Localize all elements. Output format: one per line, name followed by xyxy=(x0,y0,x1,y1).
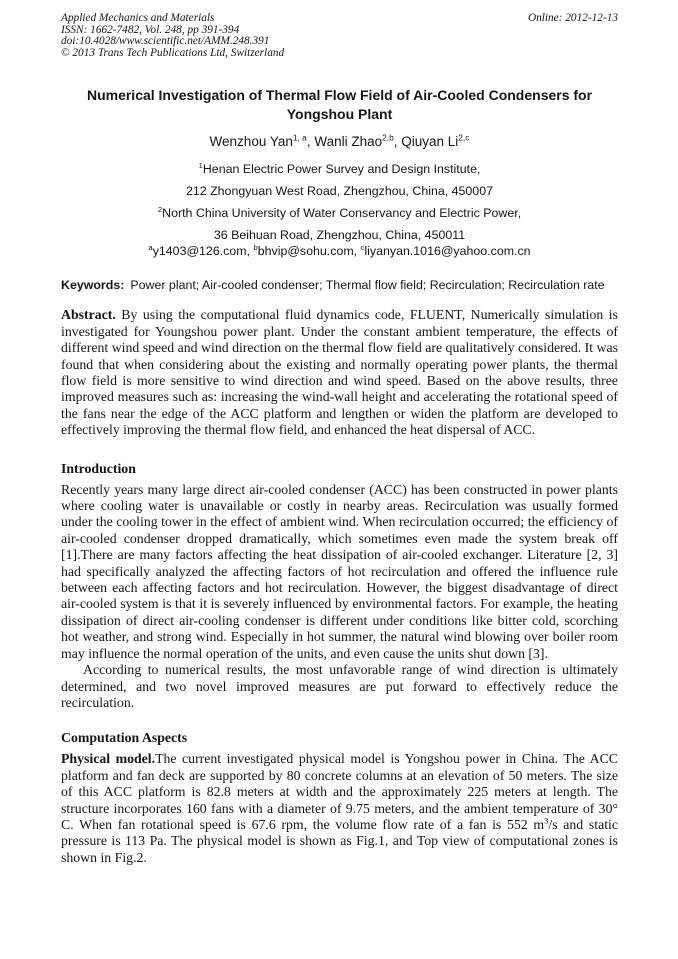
section-heading-introduction: Introduction xyxy=(61,460,136,476)
journal-header xyxy=(61,13,618,59)
affiliation-1: $^1$Henan Electric Power Survey and Design Institute, xyxy=(198,161,481,177)
keywords-text: Power plant; Air-cooled condenser; Thermal flow field; Recirculation; Recirculation rate xyxy=(130,278,605,293)
abstract-label: Abstract. xyxy=(61,307,116,323)
paper-title: Numerical Investigation of Thermal Flow Field of Air-Cooled Condensers for Yongshou Plant xyxy=(86,87,593,123)
authors-line: Wenzhou Yan$^{1, a}$, Wanli Zhao$^{2,b}$, Qiuyan Li$^{2,c}$ xyxy=(209,132,470,150)
affiliations-block xyxy=(61,161,618,259)
section-heading-computation-aspects: Computation Aspects xyxy=(61,730,188,746)
affiliation-2: $^2$North China University of Water Conservancy and Electric Power, xyxy=(157,205,522,221)
affiliation-2-address: 36 Beihuan Road, Zhengzhou, China, 450011 xyxy=(213,228,466,243)
introduction-paragraph-2: According to numerical results, the most unfavorable range of wind direction is ultimately determined, and two novel improved measures are put forward to effectively reduce the recirculation. xyxy=(61,662,618,710)
journal-name: Applied Mechanics and Materials xyxy=(61,12,215,24)
keywords-label: Keywords: xyxy=(61,278,125,293)
physical-model-text: The current investigated physical model is Yongshou power in China. The ACC platform and fan deck are supported by 80 concrete columns at an elevation of 50 meters. The size of this ACC platform is 82.8 meters at width and the approximately 225 meters at length. The structure incorporates 160 fans with a diameter of 9.75 meters, and the ambient temperature of 30° C. When fan rotational speed is 67.6 rpm, the volume flow rate of a fan is 552 $m^3/s$ and static pressure is 113 Pa. The physical model is shown as Fig.1, and Top view of computational zones is shown in Fig.2. xyxy=(61,751,618,865)
introduction-paragraph-1: Recently years many large direct air-cooled condenser (ACC) has been constructed in power plants where cooling water is unavailable or costly in nearby areas. Recirculation was usually formed under the cooling tower in the effect of ambient wind. When recirculation occurred; the efficiency of air-cooled condenser dropped dramatically, which sometimes even made the system break off [1].There are many factors affecting the heat dissipation of air-cooled exchanger. Literature [2, 3] had specifically analyzed the affecting factors of hot recirculation and offered the influence rule between each affecting factors and hot recirculation. However, the biggest disadvantage of direct air-cooled system is that it is severely influenced by environmental factors. For example, the heating dissipation of direct air-cooling condenser is different under conditions like bitter cold, scorching hot weather, and strong wind. Especially in hot summer, the natural wind blowing over boiler room may influence the normal operation of the units, and even cause the units shut down [3]. xyxy=(61,481,618,661)
journal-copyright: © 2013 Trans Tech Publications Ltd, Switzerland xyxy=(61,46,285,59)
journal-doi: doi:10.4028/www.scientific.net/AMM.248.391 xyxy=(61,35,270,48)
online-date: Online: 2012-12-13 xyxy=(527,12,618,24)
abstract-text: By using the computational fluid dynamics code, FLUENT, Numerically simulation is investigated for Youngshou power plant. Under the constant ambient temperature, the effects of different wind speed and wind direction on the thermal flow field are qualitatively considered. It was found that when considering about the existing and normally operating power plants, the thermal flow field is more sensitive to wind direction and wind speed. Based on the above results, three improved measures such as: increasing the wind-wall height and accelerating the rotational speed of the fans near the edge of the ACC platform and lengthen or widen the platform are developed to effectively improving the thermal flow field, and enhanced the heat dispersal of ACC. xyxy=(61,307,618,438)
author-emails: $^a$y1403@126.com, $^b$bhvip@sohu.com, $^c$liyanyan.1016@yahoo.com.cn xyxy=(148,243,531,259)
abstract-paragraph xyxy=(61,307,618,438)
journal-issn: ISSN: 1662-7482, Vol. 248, pp 391-394 xyxy=(61,23,240,36)
affiliation-1-address: 212 Zhongyuan West Road, Zhengzhou, China, 450007 xyxy=(185,184,493,199)
physical-model-paragraph xyxy=(61,751,618,866)
keywords-line xyxy=(61,277,618,293)
physical-model-label: Physical model. xyxy=(61,751,156,767)
journal-header-left xyxy=(61,13,284,59)
